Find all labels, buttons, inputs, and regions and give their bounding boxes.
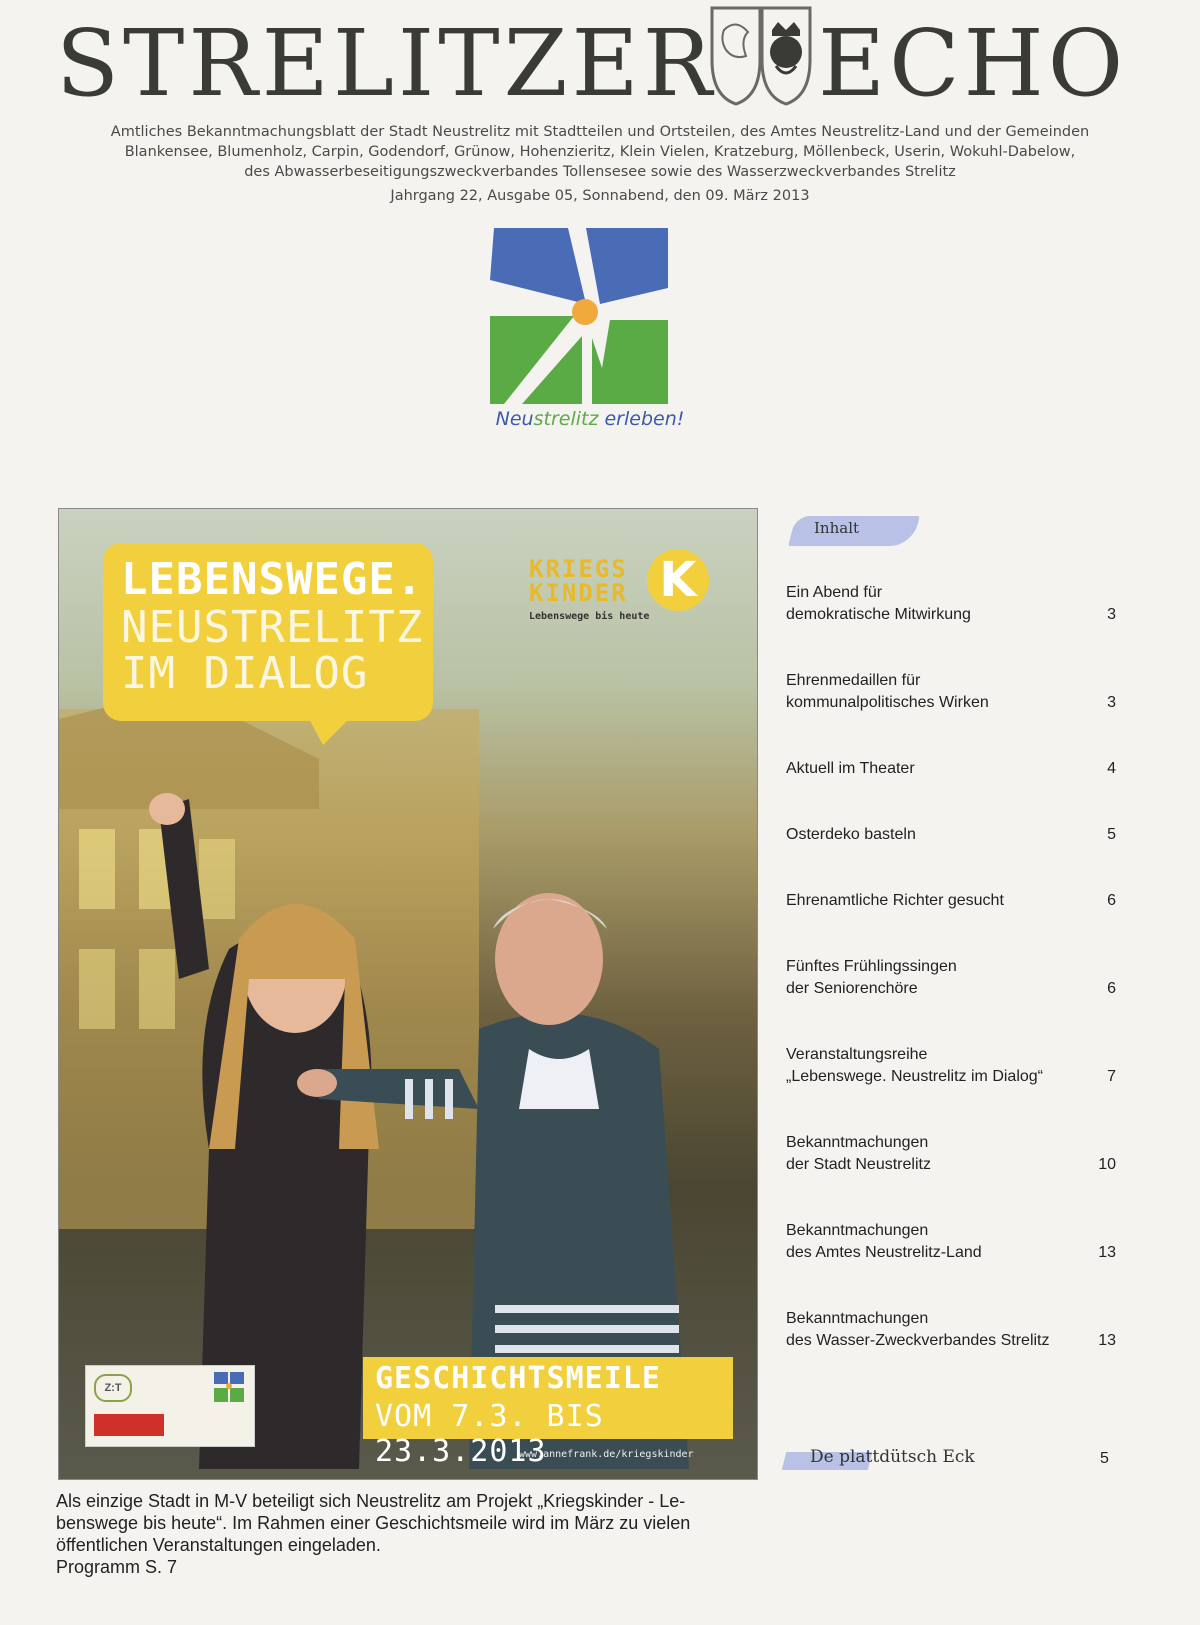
toc-item-line-1: Osterdeko basteln <box>786 826 916 843</box>
meile-line-1: GESCHICHTSMEILE <box>375 1361 661 1396</box>
eck-label[interactable]: De plattdütsch Eck <box>810 1447 975 1467</box>
toc-item-line-2: der Seniorenchöre <box>786 980 918 997</box>
issue-line: Jahrgang 22, Ausgabe 05, Sonnabend, den 09. März 2013 <box>390 188 810 204</box>
toc-item-page: 6 <box>1107 980 1116 997</box>
neustrelitz-logo-icon <box>490 228 680 438</box>
kriegskinder-logo <box>529 549 729 629</box>
subtitle-line-2: Blankensee, Blumenholz, Carpin, Godendorf, Grünow, Hohenzieritz, Klein Vielen, Kratzeburg, Möllenbeck, Userin, Wokuhl-Dabelow, <box>124 144 1076 160</box>
toc-item-line-2: demokratische Mitwirkung <box>786 606 971 623</box>
poster-caption <box>56 1490 756 1578</box>
toc-item[interactable] <box>786 1308 1116 1352</box>
zit-logo: Z:T <box>94 1374 132 1402</box>
toc-item-line-1: Bekanntmachungen <box>786 1134 929 1151</box>
toc-item-page: 3 <box>1107 606 1116 623</box>
toc-item[interactable] <box>786 582 1116 626</box>
toc-item[interactable] <box>786 670 1116 714</box>
toc-item-line-1: Ehrenmedaillen für <box>786 672 921 689</box>
subtitle-line-3: des Abwasserbeseitigungszweckverbandes Tollensesee sowie des Wasserzweckverbandes Strelitz <box>244 164 956 180</box>
toc-item-page: 13 <box>1098 1332 1116 1349</box>
toc-item-line-1: Ein Abend für <box>786 584 883 601</box>
toc-item-line-1: Veranstaltungsreihe <box>786 1046 928 1063</box>
caption-line-4: Programm S. 7 <box>56 1557 178 1577</box>
logo-caption-part3: erleben! <box>598 408 685 430</box>
toc-item[interactable] <box>786 824 1116 846</box>
toc-item[interactable] <box>786 758 1116 780</box>
caption-line-2: benswege bis heute“. Im Rahmen einer Geschichtsmeile wird im März zu vielen <box>56 1513 691 1533</box>
kk-subtitle: Lebenswege bis heute <box>529 611 650 622</box>
eck-page: 5 <box>1100 1450 1109 1467</box>
sparkasse-logo-icon <box>94 1414 164 1436</box>
logo-caption-part2: strelitz <box>533 408 599 430</box>
toc-item[interactable] <box>786 1220 1116 1264</box>
toc-item-line-1: Bekanntmachungen <box>786 1222 929 1239</box>
toc-item[interactable] <box>786 1132 1116 1176</box>
toc-item-page: 4 <box>1107 760 1116 777</box>
caption-line-1: Als einzige Stadt in M-V beteiligt sich Neustrelitz am Projekt „Kriegskinder - Le- <box>56 1491 686 1511</box>
poster-url: www.annefrank.de/kriegskinder <box>519 1449 694 1460</box>
logo-caption <box>480 408 700 430</box>
masthead <box>0 0 1200 120</box>
toc-item-page: 6 <box>1107 892 1116 909</box>
caption-line-3: öffentlichen Veranstaltungen eingeladen. <box>56 1535 381 1555</box>
kk-line-2: KINDER <box>529 579 628 607</box>
toc-item-line-2: der Stadt Neustrelitz <box>786 1156 931 1173</box>
bubble-line-2: NEUSTRELITZ <box>121 602 424 653</box>
bubble-line-3: IM DIALOG <box>121 648 369 699</box>
toc-item[interactable] <box>786 1044 1116 1088</box>
kk-text <box>529 557 628 605</box>
bubble-tail <box>307 715 353 745</box>
toc-item-line-2: des Amtes Neustrelitz-Land <box>786 1244 982 1261</box>
toc-item[interactable] <box>786 956 1116 1000</box>
toc-item-line-2: „Lebenswege. Neustrelitz im Dialog“ <box>786 1068 1043 1085</box>
sponsor-logos <box>85 1365 255 1447</box>
logo-caption-part1: Neu <box>495 408 534 430</box>
city-mini-logo-icon <box>214 1372 244 1402</box>
toc-item-line-1: Ehrenamtliche Richter gesucht <box>786 892 1004 909</box>
toc-item-page: 13 <box>1098 1244 1116 1261</box>
kk-line-1: KRIEGS <box>529 555 628 583</box>
coat-of-arms-icon <box>706 0 816 110</box>
toc-item-page: 3 <box>1107 694 1116 711</box>
meile-line-2: VOM 7.3. BIS 23.3.2013 <box>375 1399 604 1469</box>
toc-item[interactable] <box>786 890 1116 912</box>
toc-item-page: 7 <box>1107 1068 1116 1085</box>
headline-bubble <box>103 543 433 721</box>
kk-letter: K <box>647 549 709 611</box>
bubble-line-1: LEBENSWEGE. <box>121 554 424 605</box>
subtitle-line-1: Amtliches Bekanntmachungsblatt der Stadt Neustrelitz mit Stadtteilen und Ortsteilen, des Amtes Neustrelitz-Land und der Gemeinden <box>110 124 1090 140</box>
toc-item-line-2: kommunalpolitisches Wirken <box>786 694 989 711</box>
toc-item-line-2: des Wasser-Zweckverbandes Strelitz <box>786 1332 1050 1349</box>
toc-item-page: 10 <box>1098 1156 1116 1173</box>
toc-item-line-1: Aktuell im Theater <box>786 760 915 777</box>
toc-item-page: 5 <box>1107 826 1116 843</box>
toc-header: Inhalt <box>814 519 860 537</box>
poster <box>58 508 758 1480</box>
masthead-title-left: STRELITZER <box>56 10 716 117</box>
masthead-title-right: ECHO <box>818 10 1128 117</box>
toc-item-line-1: Fünftes Frühlingssingen <box>786 958 957 975</box>
toc-item-line-1: Bekanntmachungen <box>786 1310 929 1327</box>
